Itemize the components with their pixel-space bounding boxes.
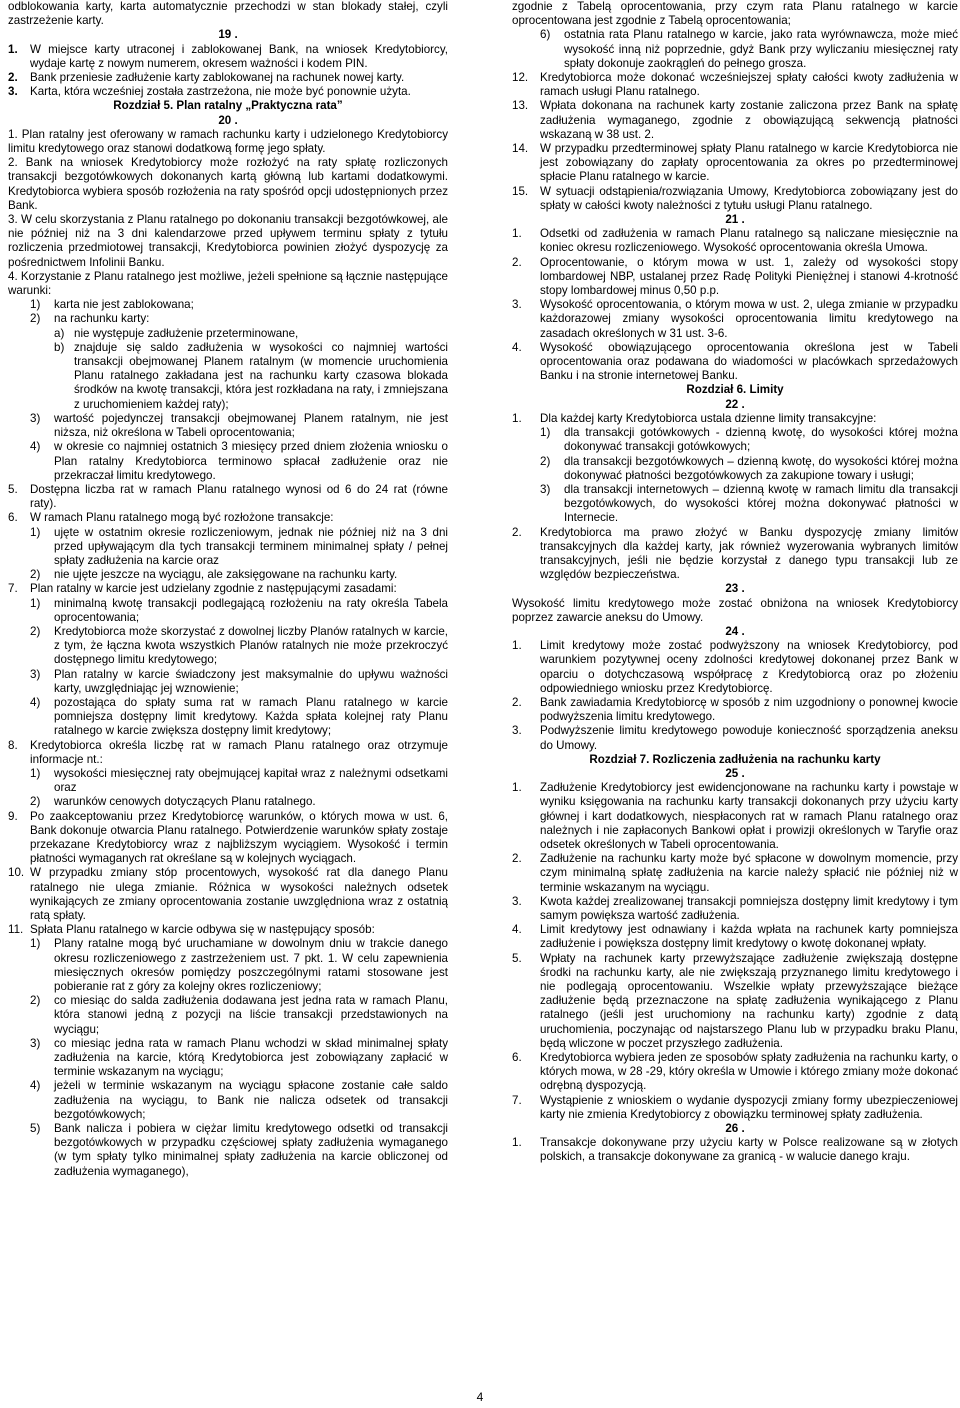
list-item — [8, 937, 448, 994]
numbered-item — [8, 511, 448, 525]
paragraph: 1. Plan ratalny jest oferowany w ramach rachunku karty i udzielonego Kredytobiorcy limitu kredytowego oraz stanowi dodatkową formę jego spłaty. — [8, 127, 448, 156]
numbered-item — [8, 71, 448, 85]
numbered-item — [512, 142, 958, 185]
item-text: Wystąpienie z wnioskiem o wydanie dyspozycji zmiany formy ubezpieczeniowej karty nie zmienia Kredytobiorcy z obowiązku terminowej spłaty zadłużenia. — [540, 1093, 958, 1121]
numbered-item — [512, 185, 958, 213]
item-number: 14. — [512, 142, 529, 156]
paragraph: odblokowania karty, karta automatycznie przechodzi w stan blokady stałej, czyli zastrzeżenie karty. — [8, 0, 448, 28]
item-number: 4. — [512, 340, 522, 354]
item-number: 2) — [30, 568, 41, 582]
item-text: Oprocentowanie, o którym mowa w ust. 1, zależy od wysokości stopy lombardowej NBP, ustalanej przez Radę Polityki Pieniężnej i stanowi 4-krotność stopy lombardowej minus 0,50 p.p. — [540, 255, 958, 298]
right-column — [512, 0, 958, 1165]
paragraph: 3. W celu skorzystania z Planu ratalnego po dokonaniu transakcji bezgotówkowej, ale nie później niż na 3 dni kalendarzowe przed upływem terminu spłaty z tytułu rozliczenia przedmiotowej transakcji, Kredytobiorca powinien złożyć dyspozycję za pośrednictwem Infolinii Banku. — [8, 213, 448, 269]
item-number: 4) — [30, 440, 41, 454]
item-number: 9. — [8, 809, 18, 823]
numbered-item — [512, 227, 958, 255]
numbered-item — [512, 781, 958, 852]
item-number: 4. — [512, 923, 522, 937]
item-text: co miesiąc do salda zadłużenia dodawana jest jedna rata w ramach Planu, która stanowi jedną z pozycji na liście transakcji przedstawionych na wyciągu; — [54, 994, 448, 1036]
numbered-item — [512, 526, 958, 583]
numbered-item — [512, 696, 958, 724]
numbered-item — [8, 582, 448, 596]
numbered-item — [8, 923, 448, 937]
item-text: Limit kredytowy jest odnawiany i każda wpłata na rachunek karty pomniejsza zadłużenie i powiększa dostępny limit kredytowy o kwotę dokonanej wpłaty. — [540, 923, 958, 951]
item-number: 1) — [30, 525, 41, 539]
item-number: 3. — [8, 85, 18, 99]
item-text: Wpłata dokonana na rachunek karty zostanie zaliczona przez Bank na spłatę zadłużenia wymaganego, zgodnie z obowiązującą sekwencją płatności wskazaną w 38 ust. 2. — [540, 99, 958, 141]
item-number: 5) — [30, 1122, 41, 1136]
item-number: 3. — [512, 298, 522, 312]
item-text: Kredytobiorca określa liczbę rat w ramach Planu ratalnego oraz otrzymuje informacje nt.: — [30, 738, 448, 766]
item-text: W przypadku zmiany stóp procentowych, wysokość rat dla danego Planu ratalnego nie ulega zmianie. Różnica w wysokości należnych odsetek wynikających ze zmiany oprocentowania zostanie uwzględniona wraz z ostatnią ratą spłaty. — [30, 866, 448, 922]
item-number: 1. — [512, 227, 522, 241]
item-text: karta nie jest zablokowana; — [54, 298, 194, 312]
item-text: pozostająca do spłaty suma rat w ramach Planu ratalnego w karcie pomniejsza dostępny limit kredytowy. Każda spłata kolejnej raty Planu ratalnego w karcie zwiększa dostępny limit kredytowy; — [54, 695, 448, 738]
item-number: 2) — [30, 994, 41, 1008]
numbered-item — [512, 852, 958, 895]
numbered-item — [8, 810, 448, 867]
item-number: 8. — [8, 738, 18, 752]
numbered-item — [512, 923, 958, 951]
item-number: 6. — [512, 1051, 522, 1065]
numbered-item — [512, 724, 958, 752]
item-text: W miejsce karty utraconej i zablokowanej Bank, na wniosek Kredytobiorcy, wydaje kartę z nowym numerem, okresem ważności i kodem PIN. — [30, 42, 448, 70]
item-number: 3. — [512, 724, 522, 738]
item-number: 4) — [30, 1079, 41, 1093]
item-text: dla transakcji gotówkowych - dzienną kwotę, do wysokości której można dokonywać transakcji gotówkowych; — [564, 426, 958, 454]
numbered-item — [8, 43, 448, 71]
list-item — [8, 767, 448, 795]
item-text: Karta, która wcześniej została zastrzeżona, nie może być ponownie użyta. — [30, 85, 411, 99]
list-item — [8, 597, 448, 625]
left-column — [8, 0, 448, 1179]
item-number: 3) — [30, 411, 41, 425]
item-text: Wysokość oprocentowania, o którym mowa w ust. 2, ulega zmianie w przypadku każdorazowej zmiany wysokości oprocentowania limitu kredytowego na zasadach określonych w 31 ust. 3-6. — [540, 298, 958, 340]
item-text: W ramach Planu ratalnego mogą być rozłożone transakcje: — [30, 511, 334, 525]
item-text: w okresie co najmniej ostatnich 3 miesięcy przed dniem złożenia wniosku o Plan ratalny Kredytobiorca terminowo spłacał zadłużenie oraz nie przekraczał limitu kredytowego. — [54, 440, 448, 482]
item-text: Plany ratalne mogą być uruchamiane w dowolnym dniu w trakcie danego okresu rozliczeniowego z zastrzeżeniem ust. 7 pkt. 1. W celu zapewnienia miesięcznych okresów pomiędzy poszczególnymi ratami stosowane jest pobieranie rat z góry za kolejny okres rozliczeniowy; — [54, 937, 448, 994]
paragraph: 4. Korzystanie z Planu ratalnego jest możliwe, jeżeli spełnione są łącznie następujące warunki: — [8, 269, 448, 298]
list-item — [8, 298, 448, 312]
item-text: Kredytobiorca wybiera jeden ze sposobów spłaty zadłużenia na rachunku karty, o których mowa, w 28 -29, który określa w Umowie i którego zmiany może dokonać odrębną dyspozycją. — [540, 1051, 958, 1093]
item-text: warunków cenowych dotyczących Planu ratalnego. — [54, 795, 316, 809]
list-item — [8, 312, 448, 326]
item-number: 2) — [540, 454, 551, 468]
numbered-item — [8, 483, 448, 511]
item-number: 7. — [512, 1093, 522, 1107]
item-text: nie występuje zadłużenie przeterminowane, — [74, 326, 299, 340]
item-number: 3. — [512, 894, 522, 908]
paragraph: zgodnie z Tabelą oprocentowania, przy czym rata Planu ratalnego w karcie oprocentowana jest zgodnie z Tabelą oprocentowania; — [512, 0, 958, 28]
list-item — [512, 426, 958, 454]
item-number: 5. — [8, 482, 18, 496]
numbered-item — [512, 952, 958, 1051]
section-heading: 19 . — [218, 28, 238, 42]
list-item — [512, 483, 958, 526]
item-number: 2) — [30, 624, 41, 638]
item-text: dla transakcji internetowych – dzienną kwotę w ramach limitu dla transakcji bezgotówkowych, do wysokości której można dokonywać płatności w Internecie. — [564, 482, 958, 525]
item-text: Bank nalicza i pobiera w ciężar limitu kredytowego odsetki od transakcji bezgotówkowych w przypadku częściowej spłaty zadłużenia wymaganego (w tym spłaty tylko minimalnej spłaty zadłużenia na karcie obliczonej od zadłużenia wymaganego), — [54, 1122, 448, 1178]
item-text: Wpłaty na rachunek karty przewyższające zadłużenie zwiększają dostępne środki na rachunku karty, ale nie zwiększają przyznanego limitu kredytowego i nie podlegają oprocentowaniu. Wszelkie wpłaty przewyższające bieżące zadłużenie będą przeznaczone na spłatę zadłużenia wynikającego z Planu ratalnego (jeśli jest uruchomiony na rachunku karty) zgodnie z datą uruchomienia, poczynając od najstarszego Planu lub w przypadku braku Planu, będą wliczone w poczet przyszłego zadłużenia. — [540, 951, 958, 1050]
numbered-item — [512, 341, 958, 384]
item-text: Podwyższenie limitu kredytowego powoduje konieczność sporządzenia aneksu do Umowy. — [540, 724, 958, 752]
item-text: co miesiąc jedna rata w ramach Planu wchodzi w skład minimalnej spłaty zadłużenia na karcie, którą Kredytobiorca jest zobowiązany zapłacić w terminie wskazanym na wyciągu; — [54, 1036, 448, 1079]
item-text: Plan ratalny w karcie świadczony jest maksymalnie do upływu ważności karty, uwzględniając jej wznowienie; — [54, 667, 448, 695]
list-item — [8, 994, 448, 1037]
item-text: Dostępna liczba rat w ramach Planu ratalnego wynosi od 6 do 24 rat (równe raty). — [30, 482, 448, 511]
item-text: W przypadku przedterminowej spłaty Planu ratalnego w karcie Kredytobiorca nie jest zobowiązany do zapłaty oprocentowania za okres po przedterminowej spłacie Planu ratalnego w karcie. — [540, 142, 958, 184]
item-number: 11. — [8, 923, 24, 937]
section-heading: 20 . — [218, 113, 238, 127]
item-text: jeżeli w terminie wskazanym na wyciągu spłacone zostanie całe saldo zadłużenia na wyciągu, to Bank nie nalicza odsetek od transakcji bezgotówkowych; — [54, 1079, 448, 1121]
item-number: 2. — [512, 695, 522, 709]
section-heading: Rozdział 5. Plan ratalny „Praktyczna rata” — [113, 99, 343, 113]
list-item — [8, 795, 448, 809]
item-text: na rachunku karty: — [54, 312, 150, 326]
item-number: 10. — [8, 866, 25, 880]
list-item — [8, 440, 448, 483]
item-number: 2. — [512, 255, 522, 269]
item-text: znajduje się saldo zadłużenia w wysokości co najmniej wartości transakcji obejmowanej Planem ratalnym (w momencie uruchomienia Planu ratalnego zakładana jest na rachunku karty czasowa blokada środków na kwotę transakcji, która jest rozkładana na raty, i zmniejszana z uruchomieniem każdej raty); — [74, 340, 448, 411]
item-number: 12. — [512, 71, 529, 85]
item-number: 2. — [512, 525, 522, 539]
item-number: 6) — [540, 28, 551, 42]
item-text: ostatnia rata Planu ratalnego w karcie, jako rata wyrównawcza, może mieć wysokość inną niż poprzednie, gdyż Bank przy wyliczaniu miesięcznej raty spłaty dokonuje zaokrągleń do pełnego grosza. — [564, 28, 958, 70]
numbered-item — [512, 298, 958, 341]
list-item — [8, 625, 448, 668]
numbered-item — [512, 1051, 958, 1094]
item-text: Bank zawiadamia Kredytobiorcę w sposób z nim uzgodniony o ponownej kwocie podwyższenia limitu kredytowego. — [540, 695, 958, 724]
item-text: Odsetki od zadłużenia w ramach Planu ratalnego są naliczane miesięcznie na koniec okresu rozliczeniowego. Wysokość oprocentowania określa Umowa. — [540, 227, 958, 255]
item-text: Zadłużenie Kredytobiorcy jest ewidencjonowane na rachunku karty i powstaje w wyniku księgowania na rachunku karty transakcji dokonanych przy użyciu karty głównej i kart dodatkowych, niespłaconych rat w ramach Planu ratalnego oraz należnych i nie zapłaconych Bankowi opłat i prowizji określonych w Taryfie oraz odsetek określonych w Tabeli oprocentowania. — [540, 781, 958, 851]
item-number: 1. — [512, 411, 522, 425]
item-text: ujęte w ostatnim okresie rozliczeniowym, jednak nie później niż na 3 dni przed upływającym dla tych transakcji terminem minimalnej spłaty / pełnej spłaty zadłużenia na karcie oraz — [54, 525, 448, 567]
item-text: Kredytobiorca może dokonać wcześniejszej spłaty całości kwoty zadłużenia w ramach usługi Planu ratalnego. — [540, 71, 958, 99]
item-number: 15. — [512, 184, 529, 198]
item-number: 7. — [8, 582, 18, 596]
item-number: 1) — [30, 596, 41, 610]
item-number: 1. — [512, 1136, 522, 1150]
section-heading: Rozdział 7. Rozliczenia zadłużenia na rachunku karty — [589, 752, 881, 766]
numbered-item — [512, 1136, 958, 1164]
item-number: 2) — [30, 795, 41, 809]
section-heading: 23 . — [725, 582, 745, 596]
numbered-item — [512, 639, 958, 696]
item-text: wartość pojedynczej transakcji obejmowanej Planem ratalnym, nie jest niższa, niż określona w Tabeli oprocentowania; — [54, 411, 448, 440]
item-text: dla transakcji bezgotówkowych – dzienną kwotę, do wysokości której można dokonywać płatności bezgotówkowych za zakupione towary i usługi; — [564, 454, 958, 482]
paragraph: 2. Bank na wniosek Kredytobiorcy może rozłożyć na raty spłatę rozliczonych transakcji bezgotówkowych dokonanych kartą główną lub kartami dodatkowymi. Kredytobiorca wybiera sposób rozłożenia na raty spośród opcji udostępnionych przez Bank. — [8, 156, 448, 212]
numbered-item — [512, 1094, 958, 1122]
item-text: Spłata Planu ratalnego w karcie odbywa się w następujący sposób: — [30, 923, 375, 937]
item-number: a) — [54, 326, 65, 340]
item-number: 1) — [30, 766, 41, 780]
list-item — [8, 1037, 448, 1080]
section-heading: Rozdział 6. Limity — [686, 383, 784, 397]
item-number: 2. — [8, 71, 18, 85]
section-heading: 21 . — [725, 213, 745, 227]
item-text: Kredytobiorca ma prawo złożyć w Banku dyspozycję zmiany limitów transakcyjnych dla każdej karty, jak również wyzerowania wybranych limitów transakcyjnych, jeśli nie będzie korzystał z danego typu transakcji lub ze względów bezpieczeństwa. — [540, 525, 958, 582]
numbered-item — [8, 866, 448, 923]
item-number: 4) — [30, 695, 41, 709]
item-number: 3) — [30, 1036, 41, 1050]
list-item — [8, 412, 448, 440]
item-number: 1) — [30, 298, 41, 312]
section-heading: 26 . — [725, 1122, 745, 1136]
numbered-item — [512, 895, 958, 923]
item-number: 2. — [512, 852, 522, 866]
list-item — [8, 1122, 448, 1179]
list-item — [8, 526, 448, 569]
item-number: 1. — [512, 781, 522, 795]
item-number: b) — [54, 340, 65, 354]
list-item — [8, 568, 448, 582]
list-item — [512, 28, 958, 71]
section-heading: 25 . — [725, 766, 745, 780]
sub-list-item — [8, 327, 448, 341]
numbered-item — [512, 256, 958, 299]
item-number: 1) — [540, 426, 551, 440]
item-text: Limit kredytowy może zostać podwyższony na wniosek Kredytobiorcy, pod warunkiem pozytywnej oceny zdolności kredytowej dokonanej przez Bank w oparciu o dotychczasową współpracę z Kredytobiorcą oraz po złożeniu odpowiedniego wniosku przez Kredytobiorcę. — [540, 639, 958, 695]
item-text: Dla każdej karty Kredytobiorca ustala dzienne limity transakcyjne: — [540, 411, 877, 425]
item-text: nie ujęte jeszcze na wyciągu, ale zaksięgowane na rachunku karty. — [54, 568, 398, 582]
paragraph: Wysokość limitu kredytowego może zostać obniżona na wniosek Kredytobiorcy poprzez zawarcie aneksu do Umowy. — [512, 596, 958, 624]
list-item — [8, 668, 448, 696]
item-number: 13. — [512, 99, 529, 113]
item-number: 5. — [512, 951, 522, 965]
item-number: 2) — [30, 312, 41, 326]
item-text: Transakcje dokonywane przy użyciu karty w Polsce realizowane są w złotych polskich, a transakcje dokonywane za granicą - w walucie danego kraju. — [540, 1136, 958, 1164]
list-item — [512, 455, 958, 483]
item-number: 3) — [30, 667, 41, 681]
page-number: 4 — [476, 1390, 484, 1404]
item-text: Wysokość obowiązującego oprocentowania określona jest w Tabeli oprocentowania oraz podawana do wiadomości w placówkach sprzedażowych Banku i na stronie internetowej Banku. — [540, 340, 958, 383]
item-number: 3) — [540, 482, 551, 496]
numbered-item — [8, 739, 448, 767]
numbered-item — [8, 85, 448, 99]
item-number: 1. — [8, 42, 18, 56]
list-item — [8, 696, 448, 739]
item-text: Po zaakceptowaniu przez Kredytobiorcę warunków, o których mowa w ust. 6, Bank dokonuje otwarcia Planu ratalnego. Potwierdzenie warunków spłaty zostaje przekazane Kredytobiorcy wraz z najbliższym wyciągiem. Wysokość i termin płatności wymaganych rat określane są w kolejnych wyciągach. — [30, 809, 448, 866]
numbered-item — [512, 99, 958, 142]
item-number: 1) — [30, 937, 41, 951]
section-heading: 24 . — [725, 624, 745, 638]
item-text: W sytuacji odstąpienia/rozwiązania Umowy, Kredytobiorca zobowiązany jest do spłaty w całości kwoty należności z tytułu usługi Planu ratalnego. — [540, 184, 958, 212]
numbered-item — [512, 412, 958, 426]
list-item — [8, 1079, 448, 1122]
sub-list-item — [8, 341, 448, 412]
item-text: minimalną kwotę transakcji podlegającą rozłożeniu na raty określa Tabela oprocentowania; — [54, 596, 448, 624]
item-text: wysokości miesięcznej raty obejmującej kapitał wraz z należnymi odsetkami oraz — [54, 766, 448, 795]
item-number: 1. — [512, 639, 522, 653]
item-text: Zadłużenie na rachunku karty może być spłacone w dowolnym momencie, przy czym minimalną spłatę zadłużenia na karcie należy spłacić nie później niż w terminie wskazanym na wyciągu. — [540, 852, 958, 894]
item-text: Kredytobiorca może skorzystać z dowolnej liczby Planów ratalnych w karcie, z tym, że łączna kwota wszystkich Planów ratalnych nie może przekroczyć dostępnego limitu kredytowego; — [54, 624, 448, 667]
item-number: 6. — [8, 511, 18, 525]
section-heading: 22 . — [725, 397, 745, 411]
item-text: Kwota każdej zrealizowanej transakcji pomniejsza dostępny limit kredytowy i tym samym powiększa wartość zadłużenia. — [540, 894, 958, 922]
item-text: Plan ratalny w karcie jest udzielany zgodnie z następującymi zasadami: — [30, 582, 397, 596]
numbered-item — [512, 71, 958, 99]
item-text: Bank przeniesie zadłużenie karty zablokowanej na rachunek nowej karty. — [30, 71, 405, 85]
